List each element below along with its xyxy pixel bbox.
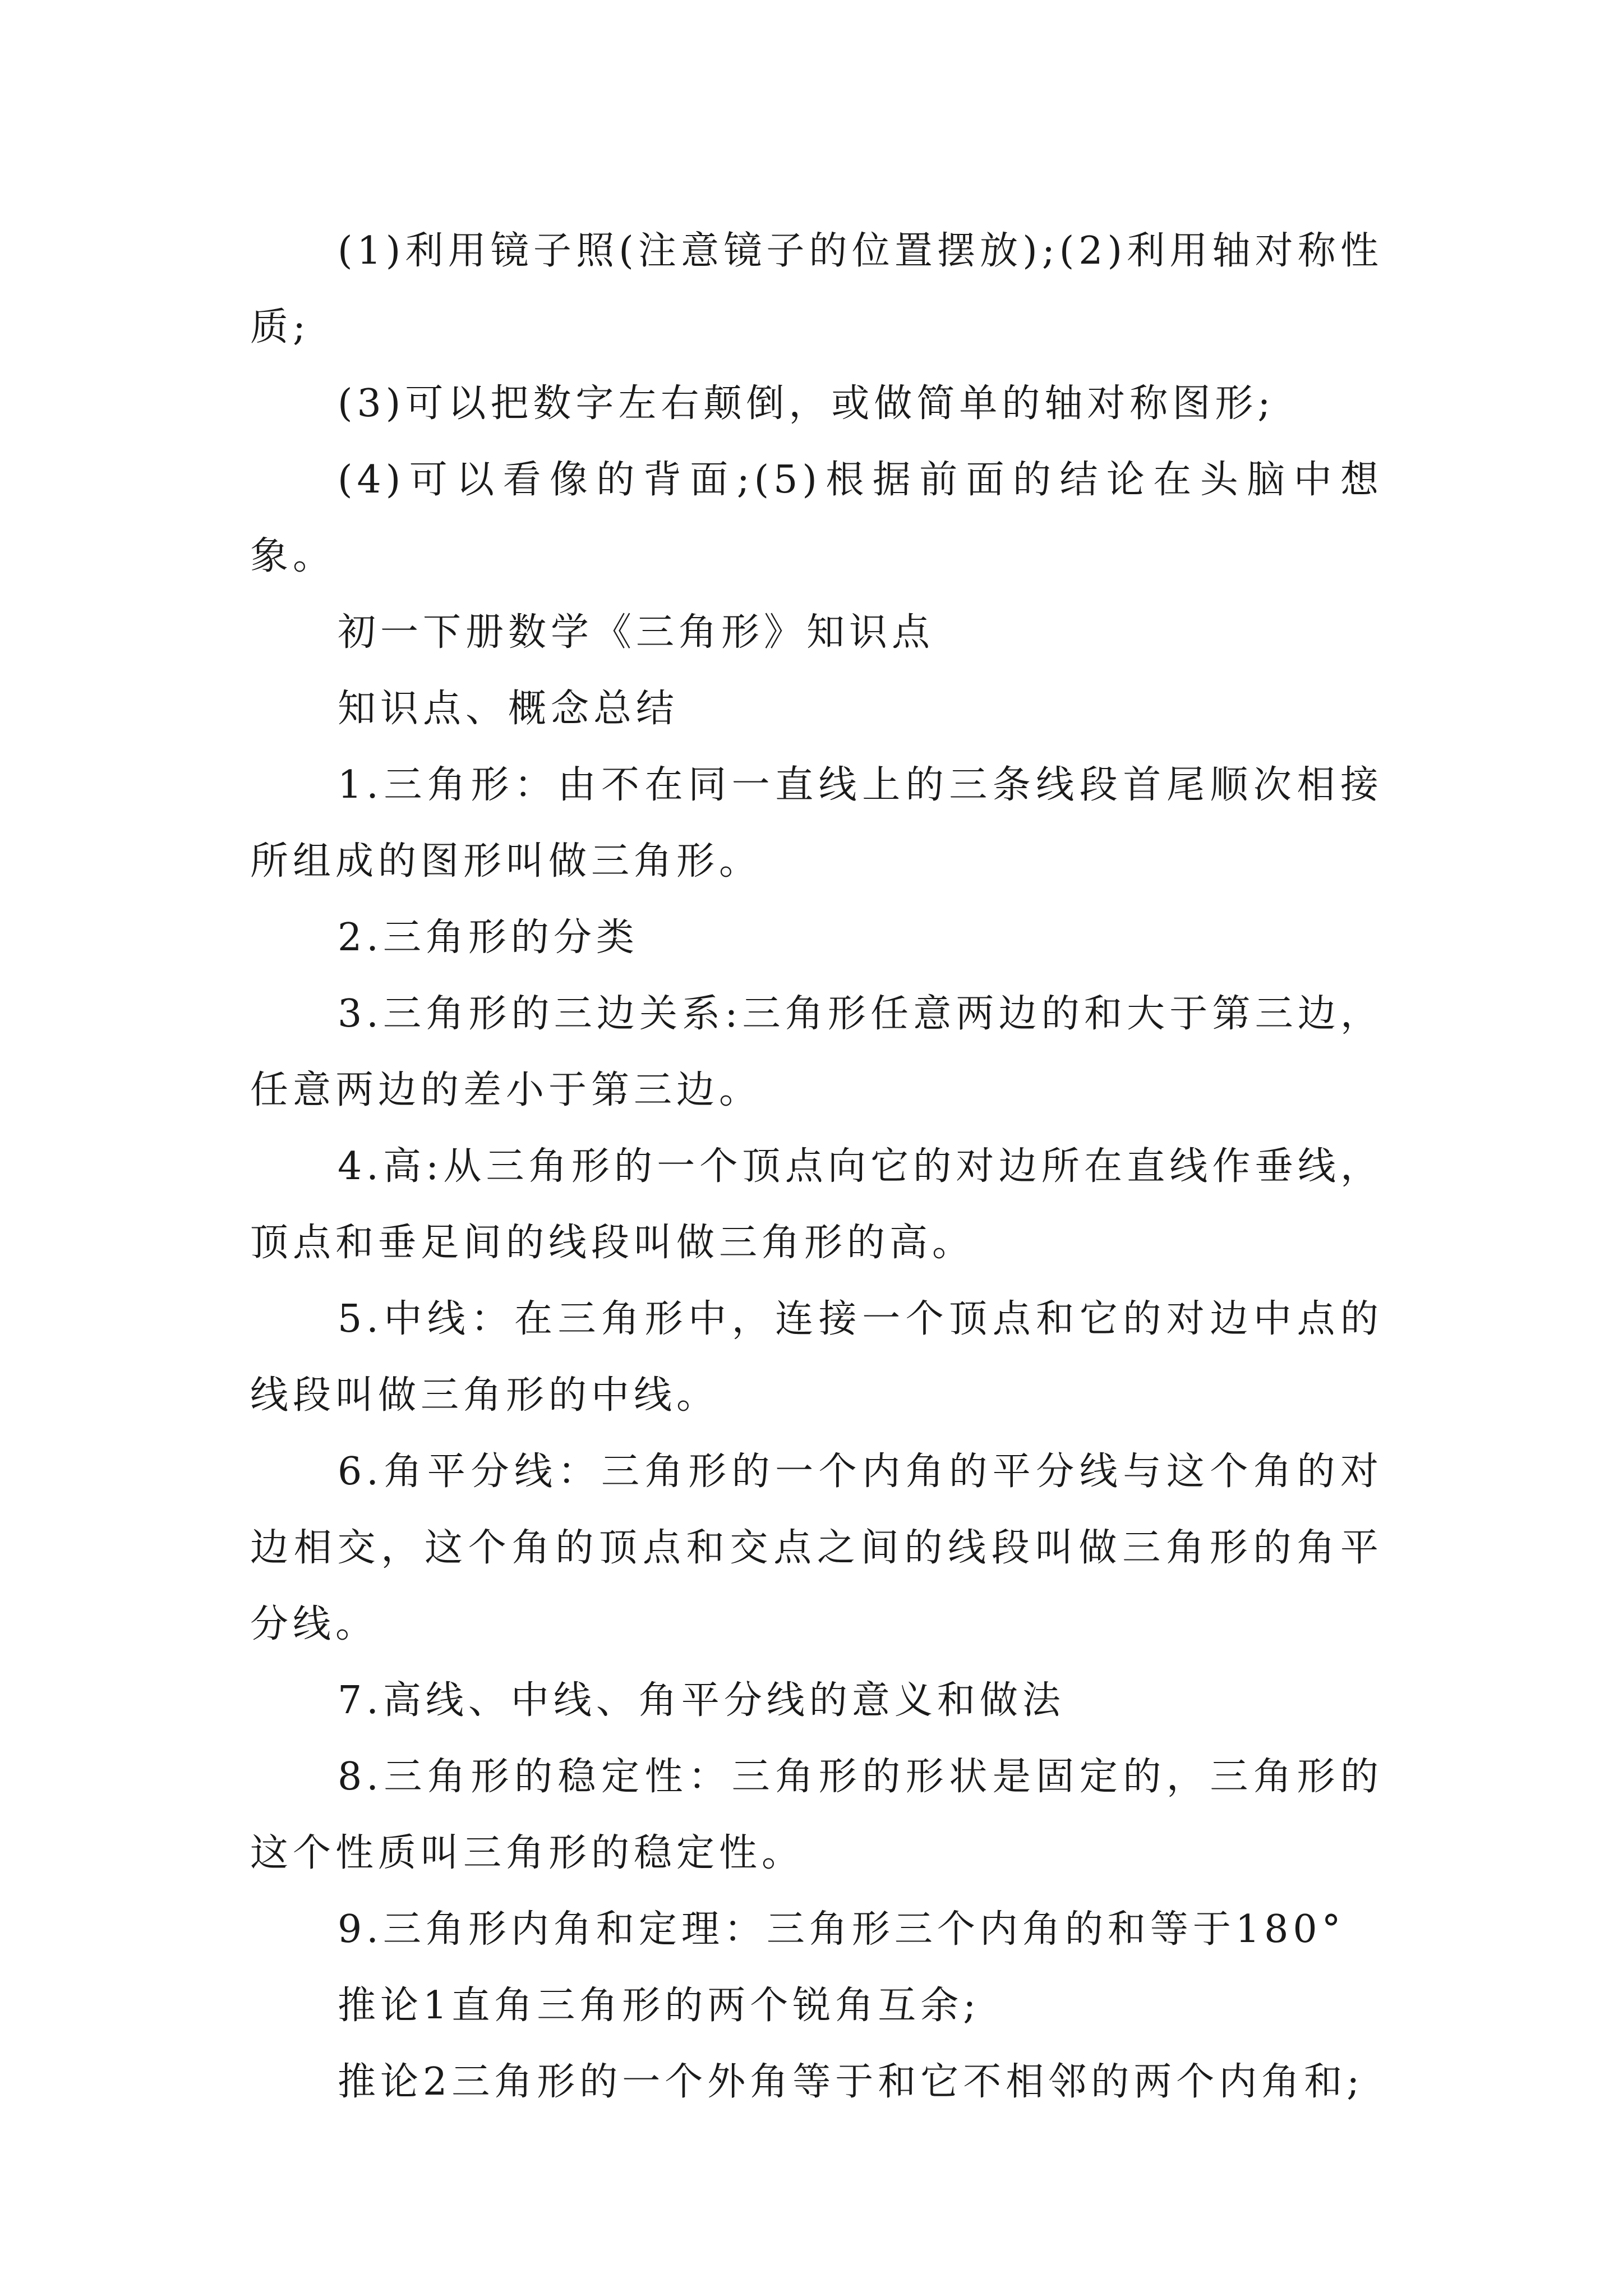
item-1-triangle-definition: 1.三角形：由不在同一直线上的三条线段首尾顺次相接所组成的图形叫做三角形。	[250, 763, 1383, 884]
item-6-angle-bisector: 6.角平分线：三角形的一个内角的平分线与这个角的对边相交，这个角的顶点和交点之间的线段叫做三角形的角平分线。	[250, 1450, 1383, 1646]
section-title: 初一下册数学《三角形》知识点	[338, 610, 935, 655]
item-9-angle-sum-theorem: 9.三角形内角和定理：三角形三个内角的和等于180°	[338, 1907, 1345, 1952]
item-3-side-relation: 3.三角形的三边关系:三角形任意两边的和大于第三边，任意两边的差小于第三边。	[250, 992, 1383, 1112]
item-8-stability: 8.三角形的稳定性：三角形的形状是固定的，三角形的这个性质叫三角形的稳定性。	[250, 1755, 1383, 1875]
corollary-1: 推论1直角三角形的两个锐角互余;	[338, 1984, 981, 2028]
corollary-2: 推论2三角形的一个外角等于和它不相邻的两个内角和;	[338, 2060, 1364, 2104]
item-5-median: 5.中线：在三角形中，连接一个顶点和它的对边中点的线段叫做三角形的中线。	[250, 1297, 1383, 1418]
item-2-classification: 2.三角形的分类	[338, 915, 639, 960]
item-7-lines-meaning: 7.高线、中线、角平分线的意义和做法	[338, 1678, 1065, 1723]
paragraph-mirror-method-1: (1)利用镜子照(注意镜子的位置摆放);(2)利用轴对称性质;	[250, 229, 1383, 349]
section-subtitle: 知识点、概念总结	[338, 687, 679, 731]
paragraph-mirror-method-3: (3)可以把数字左右颠倒，或做简单的轴对称图形;	[338, 381, 1275, 426]
item-4-altitude: 4.高:从三角形的一个顶点向它的对边所在直线作垂线，顶点和垂足间的线段叫做三角形的高。	[250, 1144, 1383, 1265]
paragraph-mirror-method-4: (4)可以看像的背面;(5)根据前面的结论在头脑中想象。	[250, 458, 1383, 578]
document-body	[250, 213, 1383, 2120]
